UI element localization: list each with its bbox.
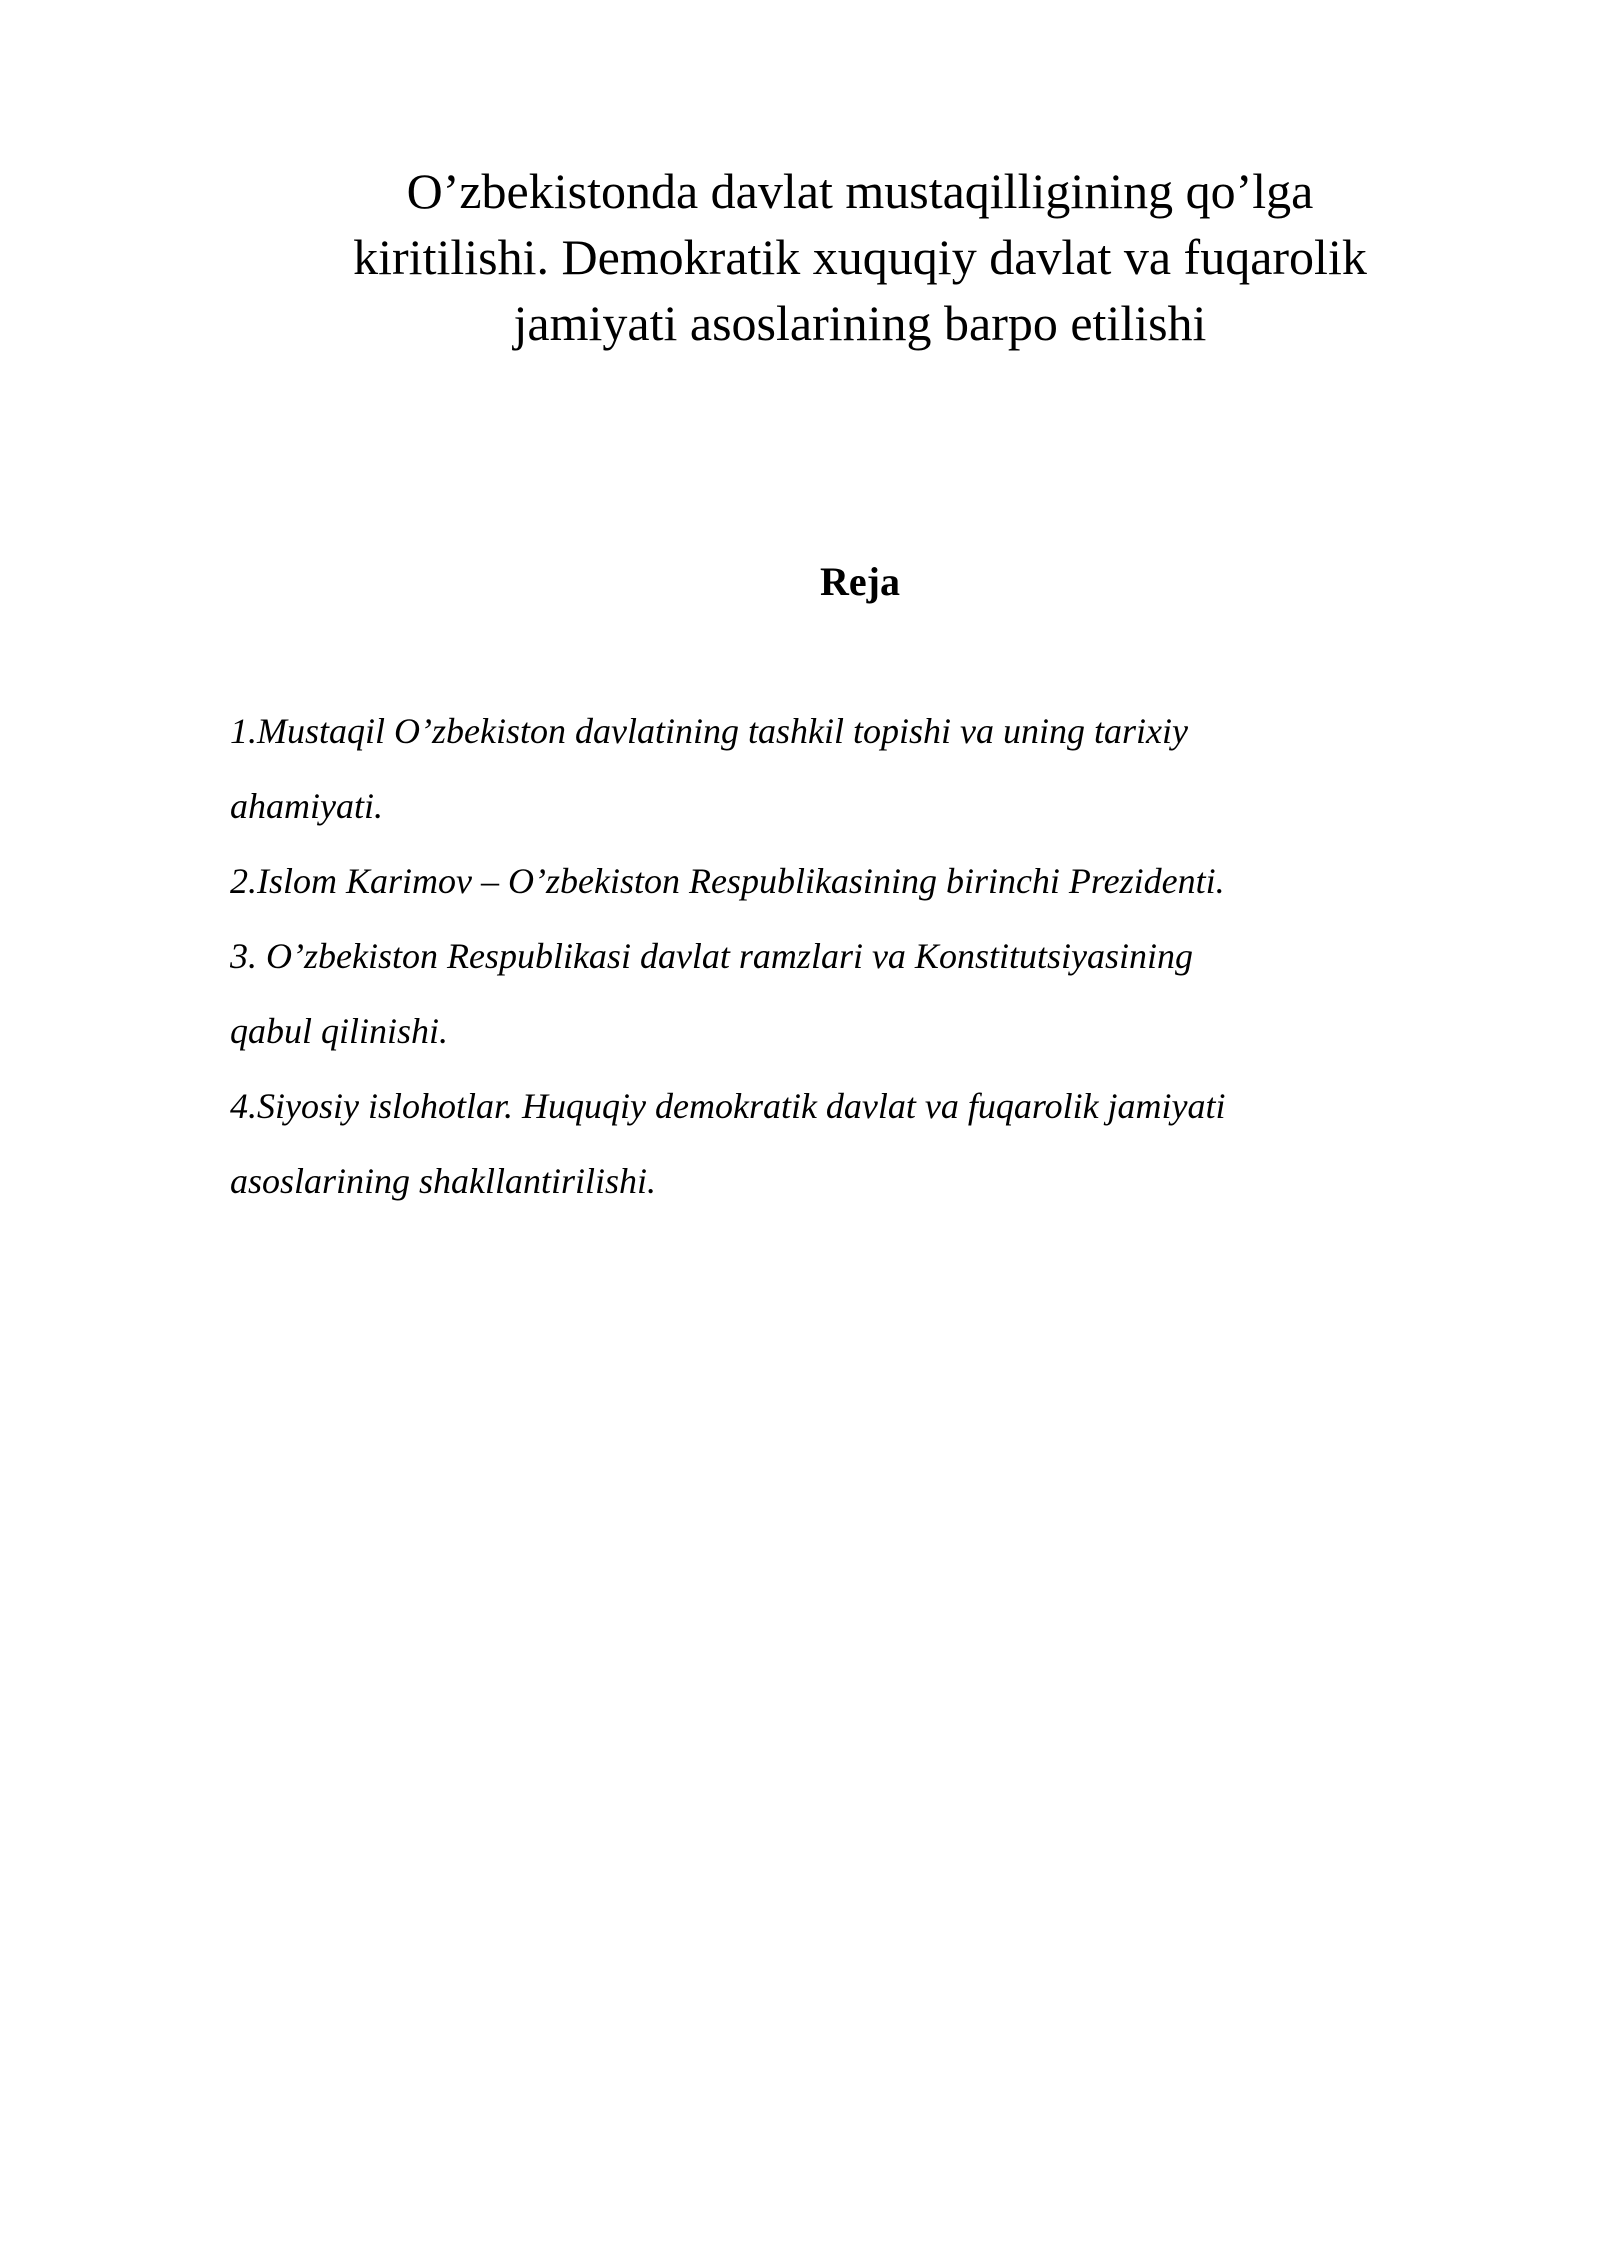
document-title xyxy=(200,158,1520,356)
plan-line: 2.Islom Karimov – O’zbekiston Respublikasining birinchi Prezidenti. xyxy=(230,861,1225,901)
plan-line: 1.Mustaqil O’zbekiston davlatining tashkil topishi va uning tarixiy xyxy=(230,711,1188,751)
plan-line: asoslarining shakllantirilishi. xyxy=(230,1161,657,1201)
title-line: kiritilishi. Demokratik xuquqiy davlat va fuqarolik xyxy=(353,229,1367,285)
plan-line: ahamiyati. xyxy=(230,786,383,826)
title-line: O’zbekistonda davlat mustaqilligining qo’lga xyxy=(406,163,1314,219)
plan-heading: Reja xyxy=(820,559,900,604)
plan-line: 3. O’zbekiston Respublikasi davlat ramzlari va Konstitutsiyasining xyxy=(230,936,1193,976)
plan-line: 4.Siyosiy islohotlar. Huquqiy demokratik davlat va fuqarolik jamiyati xyxy=(230,1086,1226,1126)
plan-line: qabul qilinishi. xyxy=(230,1011,449,1051)
plan-list xyxy=(230,694,1530,1219)
title-line: jamiyati asoslarining barpo etilishi xyxy=(513,295,1207,351)
